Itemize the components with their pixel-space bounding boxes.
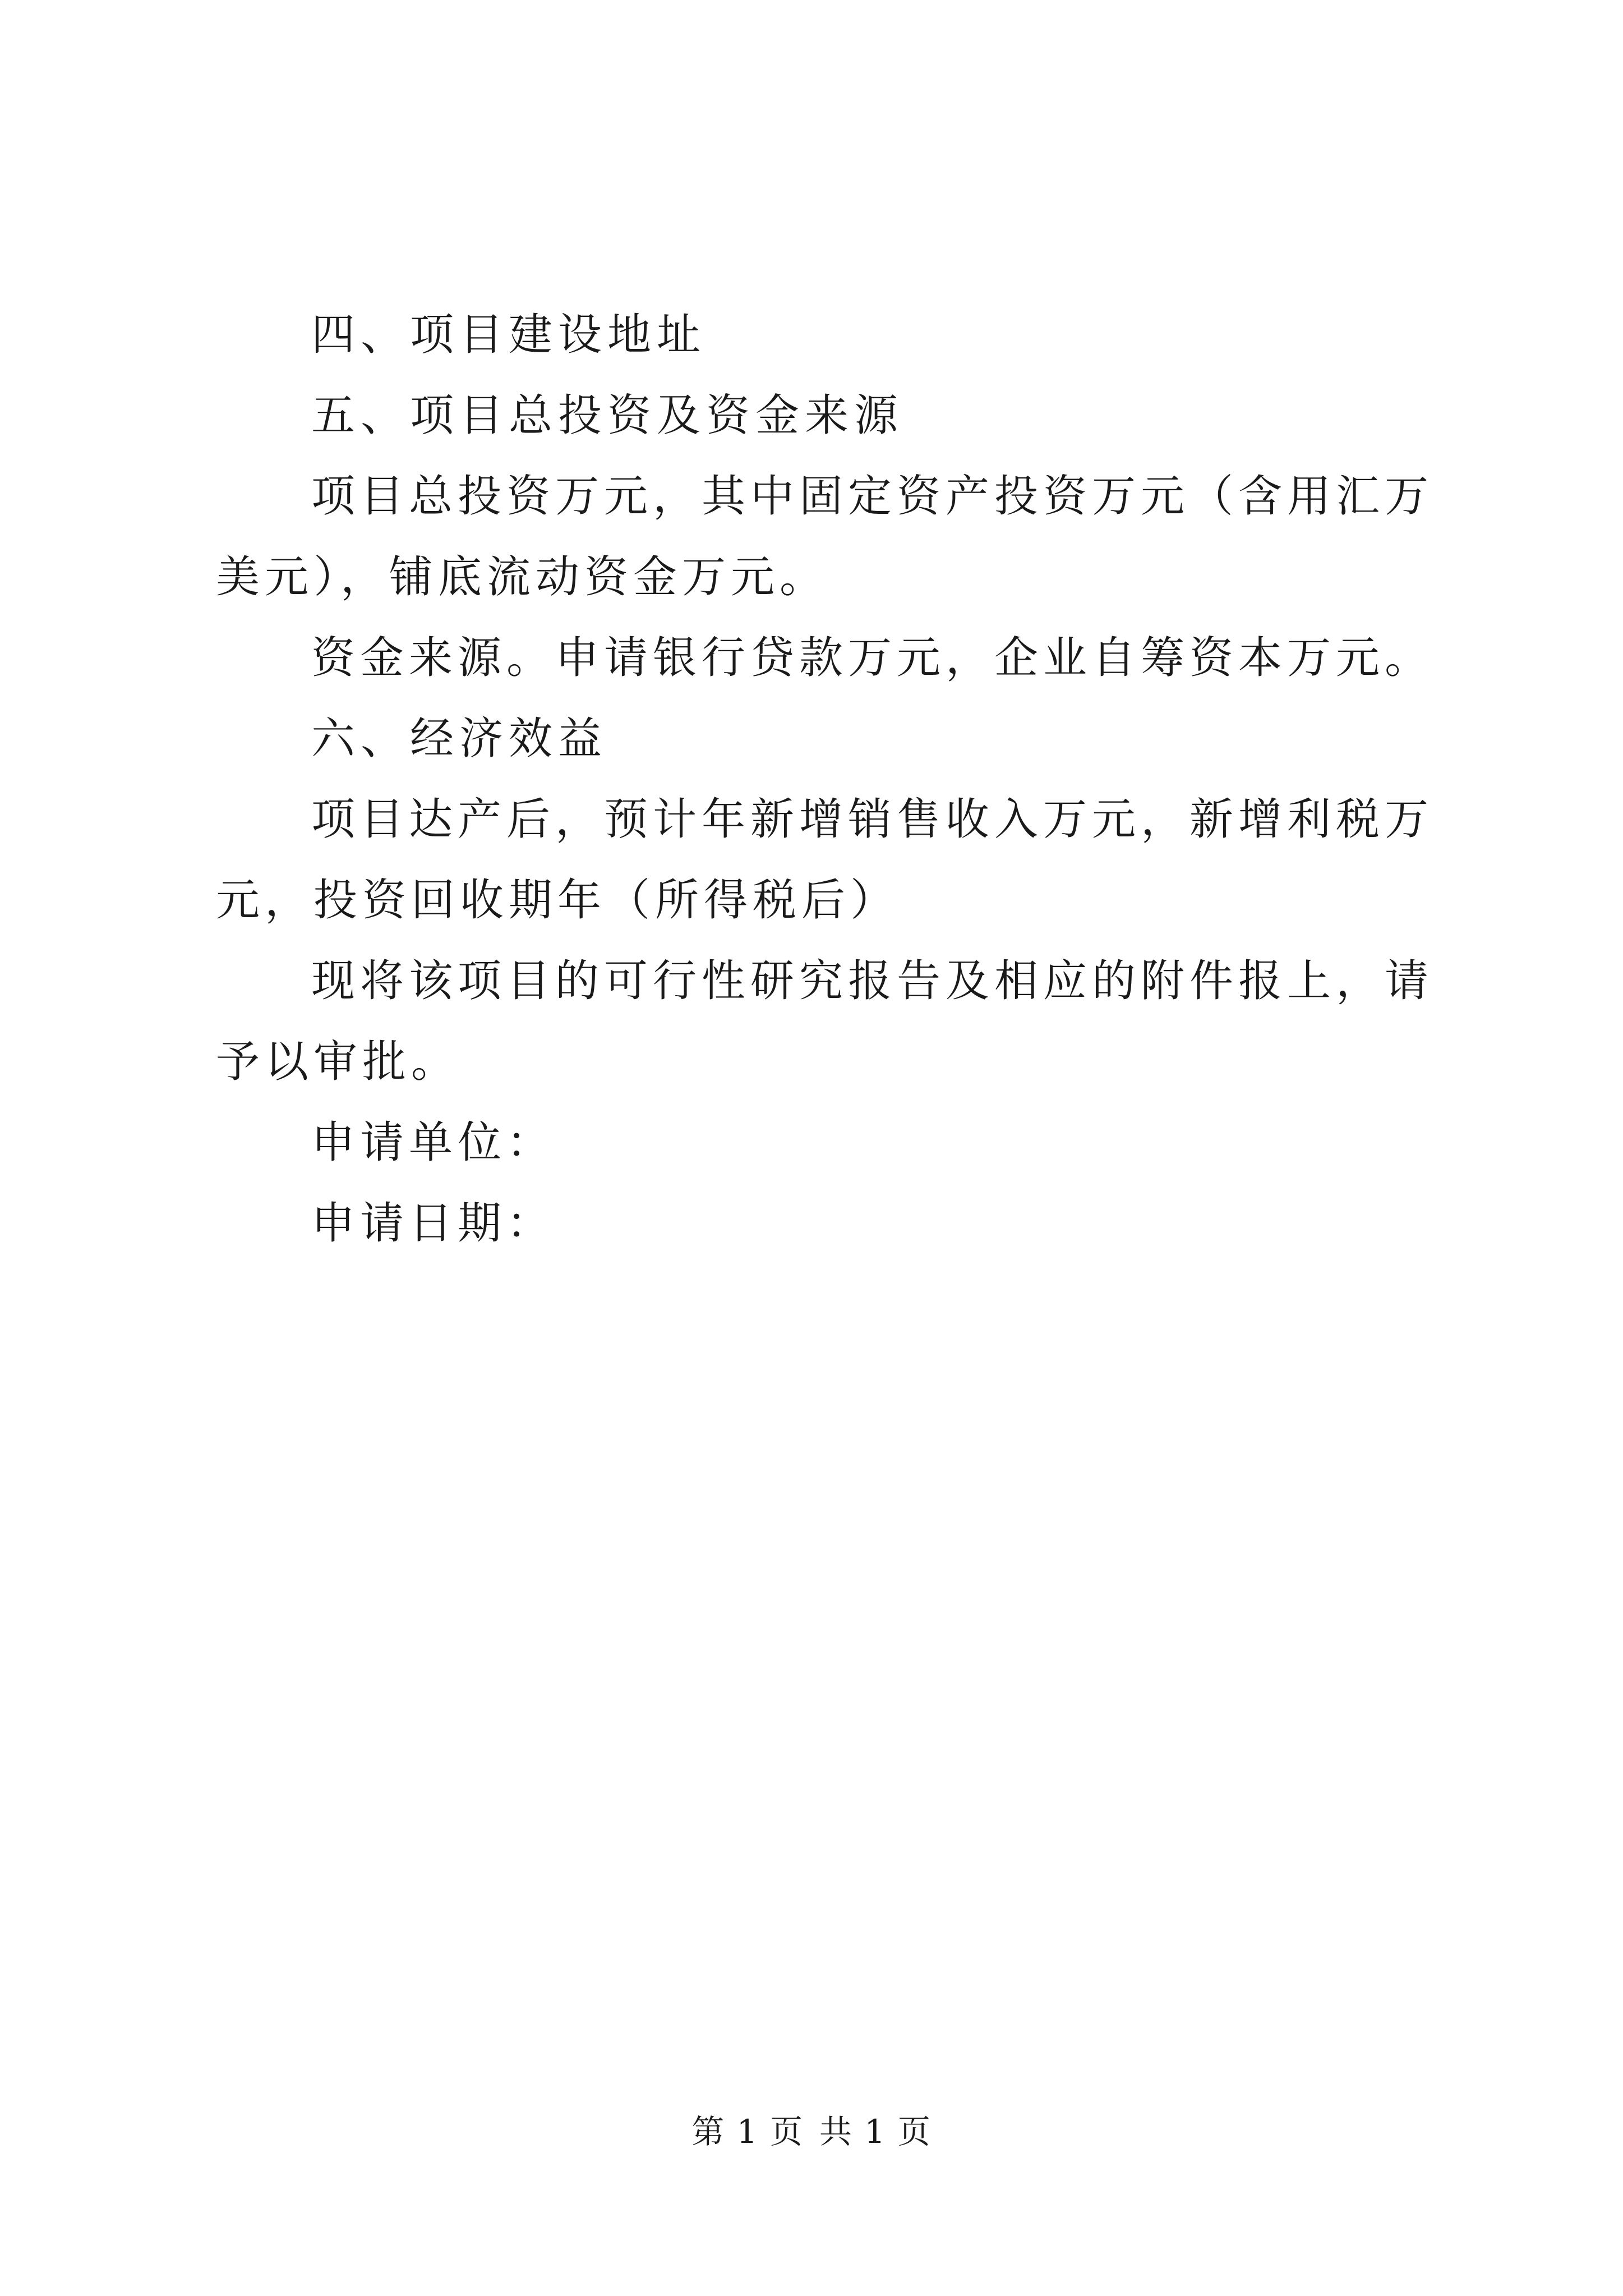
submission-paragraph: 现将该项目的可行性研究报告及相应的附件报上，请予以审批。 <box>216 956 1434 1087</box>
section-heading-location: 四、项目建设地址 <box>311 310 707 360</box>
section-heading-benefits: 六、经济效益 <box>311 714 608 764</box>
page-number: 第 1 页 <box>691 2113 804 2151</box>
benefits-paragraph: 项目达产后，预计年新增销售收入万元，新增利税万元，投资回收期年（所得税后） <box>216 794 1434 926</box>
page-total: 共 1 页 <box>819 2113 932 2151</box>
applicant-unit-label: 申请单位： <box>311 1117 556 1168</box>
document-body <box>216 295 1444 1264</box>
investment-paragraph: 项目总投资万元，其中固定资产投资万元（含用汇万美元），铺底流动资金万元。 <box>216 471 1434 602</box>
funding-source-paragraph: 资金来源。申请银行贷款万元，企业自筹资本万元。 <box>311 633 1434 683</box>
page-footer <box>0 2109 1623 2154</box>
application-date-label: 申请日期： <box>311 1198 556 1249</box>
section-heading-investment: 五、项目总投资及资金来源 <box>311 390 904 441</box>
